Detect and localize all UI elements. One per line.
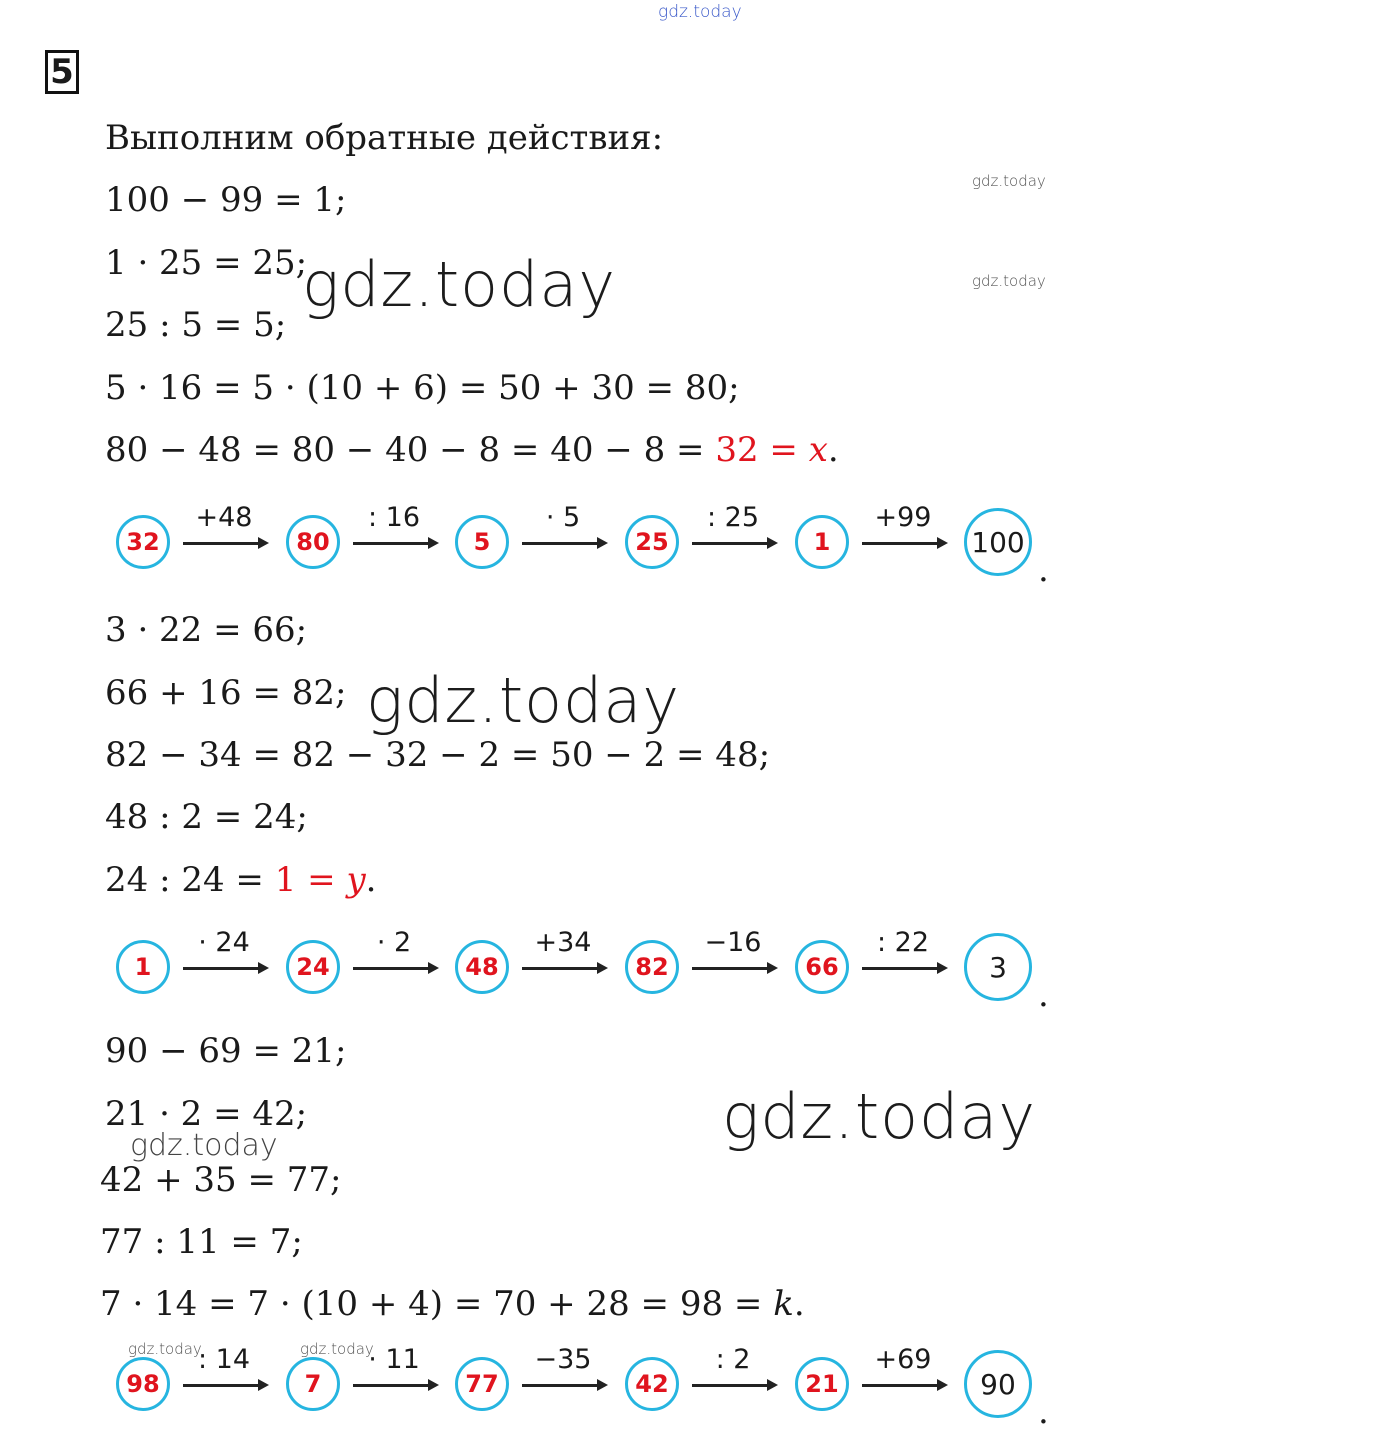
chain-value-circle: 48 [455, 940, 509, 994]
arrow-icon [522, 967, 604, 970]
chain-value-circle: 42 [625, 1357, 679, 1411]
chain-operation-label: : 2 [715, 1344, 751, 1375]
arrow-icon [692, 967, 774, 970]
operation-chain [0, 1342, 1400, 1432]
equation-line: 3 · 22 = 66; [105, 610, 308, 650]
watermark-large: gdz.today [366, 664, 681, 737]
equation-line: 1 · 25 = 25; [105, 243, 308, 283]
answer-value: 32 = [715, 430, 809, 470]
arrow-icon [862, 1384, 944, 1387]
chain-operation-label: · 5 [545, 502, 581, 533]
equation-text: 24 : 24 = [105, 860, 275, 900]
answer-value: 1 = [274, 860, 347, 900]
chain-operation-label: −35 [534, 1344, 592, 1375]
chain-value-circle: 82 [625, 940, 679, 994]
equation-answer-line [105, 430, 839, 470]
chain-operation-label: +99 [874, 502, 932, 533]
chain-operation-label: : 14 [197, 1344, 251, 1375]
arrow-icon [353, 967, 435, 970]
equation-text: 80 − 48 = 80 − 40 − 8 = 40 − 8 = [105, 430, 716, 470]
equation-line: 90 − 69 = 21; [105, 1031, 347, 1071]
equation-end: . [827, 430, 839, 470]
chain-operation-label: +34 [534, 927, 592, 958]
chain-value-circle: 32 [116, 515, 170, 569]
chain-end-period: . [1038, 975, 1049, 1015]
arrow-icon [692, 542, 774, 545]
watermark-medium: gdz.today [130, 1128, 278, 1163]
chain-operation-label: : 22 [876, 927, 930, 958]
equation-line: 21 · 2 = 42; [105, 1094, 308, 1134]
chain-value-circle: 98 [116, 1357, 170, 1411]
arrow-icon [183, 542, 265, 545]
answer-variable: y [346, 860, 366, 900]
chain-end-period: . [1038, 550, 1049, 590]
arrow-icon [862, 542, 944, 545]
watermark-small: gdz.today [972, 272, 1046, 290]
equation-line: 100 − 99 = 1; [105, 180, 347, 220]
chain-operation-label: : 25 [706, 502, 760, 533]
chain-value-circle: 21 [795, 1357, 849, 1411]
equation-answer-line [100, 1284, 805, 1324]
watermark-large: gdz.today [722, 1080, 1037, 1153]
chain-result-circle: 90 [964, 1350, 1032, 1418]
chain-operation-label: +48 [195, 502, 253, 533]
arrow-icon [353, 1384, 435, 1387]
watermark-large: gdz.today [302, 248, 617, 321]
chain-value-circle: 1 [795, 515, 849, 569]
equation-line: 82 − 34 = 82 − 32 − 2 = 50 − 2 = 48; [105, 735, 771, 775]
arrow-icon [522, 542, 604, 545]
chain-value-circle: 1 [116, 940, 170, 994]
chain-operation-label: +69 [874, 1344, 932, 1375]
arrow-icon [183, 1384, 265, 1387]
equation-line: 66 + 16 = 82; [105, 673, 347, 713]
arrow-icon [353, 542, 435, 545]
task-number: 5 [45, 50, 79, 94]
equation-line: 25 : 5 = 5; [105, 305, 287, 345]
chain-value-circle: 24 [286, 940, 340, 994]
equation-line: 77 : 11 = 7; [100, 1222, 303, 1262]
watermark-small: gdz.today [128, 1340, 202, 1358]
arrow-icon [862, 967, 944, 970]
chain-operation-label: −16 [704, 927, 762, 958]
answer-variable: x [808, 430, 828, 470]
chain-operation-label: · 2 [376, 927, 412, 958]
answer-variable: k [773, 1284, 794, 1324]
equation-line: 48 : 2 = 24; [105, 797, 308, 837]
watermark-top: gdz.today [658, 2, 742, 22]
equation-answer-line [105, 860, 376, 900]
chain-end-period: . [1038, 1392, 1049, 1432]
chain-value-circle: 80 [286, 515, 340, 569]
watermark-small: gdz.today [300, 1340, 374, 1358]
arrow-icon [183, 967, 265, 970]
watermark-small: gdz.today [972, 172, 1046, 190]
chain-operation-label: · 11 [368, 1344, 420, 1375]
intro-text: Выполним обратные действия: [105, 118, 664, 158]
arrow-icon [692, 1384, 774, 1387]
chain-value-circle: 66 [795, 940, 849, 994]
chain-value-circle: 77 [455, 1357, 509, 1411]
operation-chain [0, 925, 1400, 1015]
equation-end: . [365, 860, 377, 900]
equation-line: 5 · 16 = 5 · (10 + 6) = 50 + 30 = 80; [105, 368, 740, 408]
equation-text: 7 · 14 = 7 · (10 + 4) = 70 + 28 = 98 = [100, 1284, 774, 1324]
chain-value-circle: 7 [286, 1357, 340, 1411]
chain-operation-label: : 16 [367, 502, 421, 533]
equation-end: . [793, 1284, 805, 1324]
chain-result-circle: 100 [964, 508, 1032, 576]
arrow-icon [522, 1384, 604, 1387]
operation-chain [0, 500, 1400, 590]
equation-line: 42 + 35 = 77; [100, 1160, 342, 1200]
chain-result-circle: 3 [964, 933, 1032, 1001]
chain-value-circle: 5 [455, 515, 509, 569]
chain-value-circle: 25 [625, 515, 679, 569]
chain-operation-label: · 24 [198, 927, 250, 958]
